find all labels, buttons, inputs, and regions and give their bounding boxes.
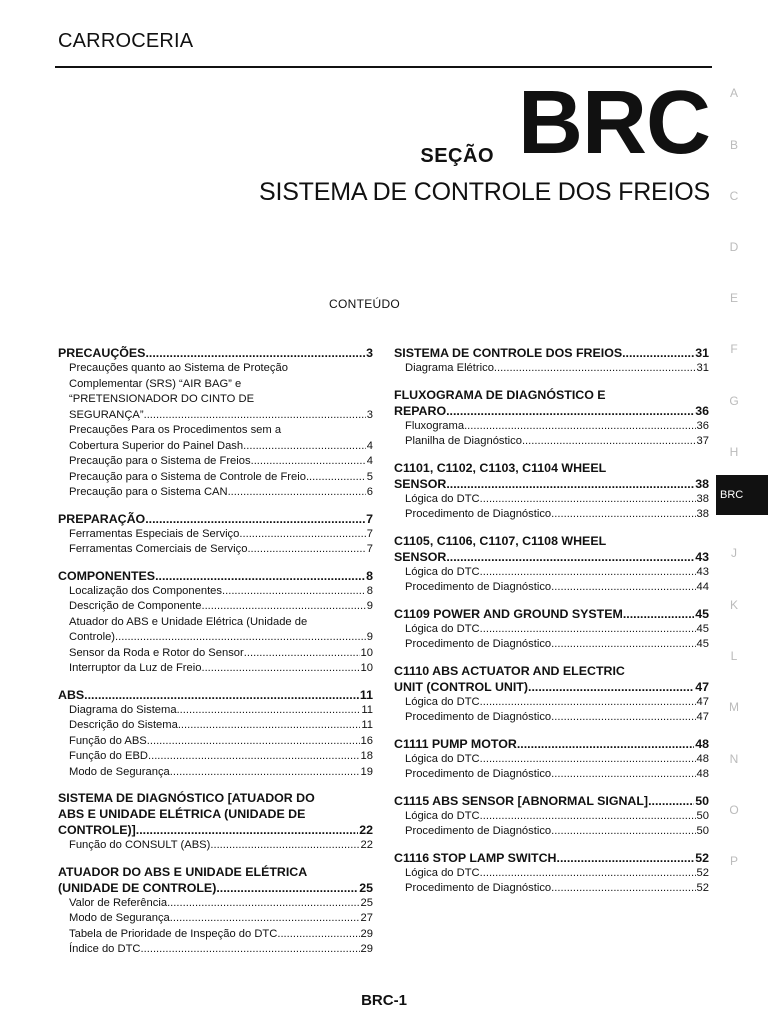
- toc-section-entry[interactable]: [58, 822, 373, 838]
- side-tab-c[interactable]: C: [729, 189, 739, 203]
- toc-section-page: 3: [366, 346, 373, 360]
- toc-item-page: 7: [366, 527, 373, 540]
- toc-item[interactable]: [394, 622, 709, 638]
- toc-item-page: 48: [696, 768, 709, 780]
- side-tab-h[interactable]: H: [729, 445, 739, 459]
- header-category: CARROCERIA: [58, 30, 194, 52]
- toc-item-page: 48: [696, 752, 709, 765]
- toc-section-title-line: ATUADOR DO ABS E UNIDADE ELÉTRICA: [58, 864, 308, 879]
- toc-item-page: 45: [696, 638, 709, 650]
- toc-item-title: Interruptor da Luz de Freio: [69, 662, 202, 674]
- toc-section-title: (UNIDADE DE CONTROLE): [58, 880, 217, 895]
- toc-section-title: PREPARAÇÃO: [58, 511, 146, 526]
- toc-section-page: 43: [695, 549, 709, 564]
- toc-section-title: SENSOR: [394, 476, 447, 491]
- toc-item-title: Diagrama do Sistema: [69, 703, 177, 716]
- toc-leader-dots: [201, 599, 365, 615]
- toc-item-title: Ferramentas Comerciais de Serviço: [69, 543, 248, 555]
- toc-section-entry[interactable]: [58, 345, 373, 361]
- toc-item-page: 8: [366, 584, 373, 597]
- toc-leader-dots: [167, 896, 359, 912]
- toc-leader-dots: [144, 408, 366, 424]
- toc-item-page: 22: [360, 839, 373, 851]
- toc-item[interactable]: [58, 527, 373, 543]
- toc-section-title: UNIT (CONTROL UNIT): [394, 679, 528, 694]
- toc-item-line: Atuador do ABS e Unidade Elétrica (Unidade de: [69, 615, 308, 628]
- toc-item-title: Procedimento de Diagnóstico: [405, 581, 552, 593]
- side-tab-b[interactable]: B: [729, 138, 738, 152]
- toc-item[interactable]: [394, 361, 709, 377]
- toc-item-page: 10: [360, 646, 373, 659]
- side-tab-j[interactable]: J: [731, 546, 737, 560]
- toc-section-entry[interactable]: [394, 549, 709, 565]
- toc-item-page: 31: [696, 362, 709, 374]
- toc-item-page: 10: [360, 662, 373, 674]
- toc-section-entry[interactable]: [58, 511, 373, 527]
- toc-item-title: Tabela de Prioridade de Inspeção do DTC: [69, 927, 278, 940]
- toc-item[interactable]: [394, 809, 709, 825]
- toc-item-title: Lógica do DTC: [405, 695, 480, 708]
- toc-item[interactable]: [58, 661, 373, 677]
- toc-section-title-line: ABS E UNIDADE ELÉTRICA (UNIDADE DE: [58, 807, 306, 821]
- toc-item-page: 11: [361, 703, 373, 716]
- toc-section: [394, 533, 709, 596]
- toc-item[interactable]: [58, 942, 373, 958]
- toc-section: [394, 793, 709, 840]
- toc-leader-dots: [446, 549, 694, 565]
- toc-item[interactable]: [394, 881, 709, 897]
- toc-leader-dots: [216, 880, 358, 896]
- toc-item[interactable]: [394, 866, 709, 882]
- toc-item[interactable]: [58, 630, 373, 646]
- toc-item-page: 44: [696, 581, 709, 593]
- toc-leader-dots: [446, 403, 694, 419]
- toc-leader-dots: [115, 630, 366, 646]
- toc-section-title: PRECAUÇÕES: [58, 346, 146, 360]
- toc-item-title: Ferramentas Especiais de Serviço: [69, 527, 240, 540]
- toc-section-title-line: FLUXOGRAMA DE DIAGNÓSTICO E: [394, 387, 606, 402]
- toc-item-title: Sensor da Roda e Rotor do Sensor: [69, 646, 244, 659]
- toc-item-line: Complementar (SRS) “AIR BAG” e: [69, 377, 242, 390]
- toc-item-title: Lógica do DTC: [405, 565, 480, 578]
- toc-item[interactable]: [58, 703, 373, 719]
- toc-item-title: Procedimento de Diagnóstico: [405, 508, 552, 520]
- toc-item[interactable]: [394, 434, 709, 450]
- toc-section-title-line: C1110 ABS ACTUATOR AND ELECTRIC: [394, 663, 625, 678]
- toc-item[interactable]: [58, 765, 373, 781]
- toc-item[interactable]: [394, 752, 709, 768]
- toc-item-page: 37: [696, 435, 709, 447]
- side-tab-p[interactable]: P: [729, 854, 738, 868]
- toc-section-entry[interactable]: [58, 568, 373, 584]
- toc-section-page: 31: [695, 346, 709, 360]
- toc-section-page: 36: [695, 403, 709, 418]
- toc-item-page: 52: [696, 866, 709, 879]
- side-tab-n[interactable]: N: [729, 752, 739, 766]
- toc-item-title: Controle): [69, 631, 116, 643]
- toc-item-page: 38: [696, 492, 709, 505]
- toc-section-page: 25: [359, 880, 373, 895]
- side-tab-g[interactable]: G: [729, 394, 739, 408]
- toc-section-page: 50: [695, 793, 709, 808]
- toc-leader-dots: [210, 838, 359, 854]
- toc-item-title: Valor de Referência: [69, 896, 168, 909]
- toc-section: [394, 460, 709, 523]
- toc-section-entry[interactable]: [394, 403, 709, 419]
- toc-item-title: Procedimento de Diagnóstico: [405, 882, 552, 894]
- toc-leader-dots: [551, 710, 695, 726]
- toc-section-entry[interactable]: [394, 679, 709, 695]
- toc-leader-dots: [517, 736, 694, 752]
- footer-page-label: BRC-1: [361, 992, 407, 1009]
- toc-item-title: Procedimento de Diagnóstico: [405, 638, 552, 650]
- toc-item-page: 29: [360, 927, 373, 940]
- toc-item-title: SEGURANÇA”: [69, 408, 144, 421]
- toc-section: [58, 345, 373, 501]
- header-rule: [55, 66, 712, 68]
- toc-item[interactable]: [58, 470, 373, 486]
- toc-item[interactable]: [394, 767, 709, 783]
- side-tab-k[interactable]: K: [729, 598, 738, 612]
- toc-section-title: SISTEMA DE CONTROLE DOS FREIOS: [394, 346, 623, 360]
- toc-leader-dots: [480, 809, 696, 825]
- toc-item-title: Precaução para o Sistema CAN: [69, 486, 228, 498]
- toc-leader-dots: [480, 492, 696, 508]
- toc-item-title: Lógica do DTC: [405, 809, 480, 822]
- toc-leader-dots: [222, 584, 366, 600]
- toc-item-title: Lógica do DTC: [405, 492, 480, 505]
- toc-item-line: “PRETENSIONADOR DO CINTO DE: [69, 393, 255, 405]
- toc-item-title: Função do CONSULT (ABS): [69, 839, 211, 851]
- toc-leader-dots: [147, 734, 360, 750]
- toc-leader-dots: [480, 752, 696, 768]
- toc-leader-dots: [177, 703, 361, 719]
- toc-item[interactable]: [58, 646, 373, 662]
- side-tab-brc[interactable]: BRC: [716, 475, 768, 515]
- toc-leader-dots: [551, 507, 695, 523]
- toc-item[interactable]: [58, 911, 373, 927]
- toc-item-page: 36: [696, 419, 709, 432]
- toc-item[interactable]: [394, 637, 709, 653]
- toc-item[interactable]: [58, 927, 373, 943]
- toc-leader-dots: [551, 881, 695, 897]
- toc-section: [58, 511, 373, 558]
- toc-section: [58, 687, 373, 781]
- toc-item-page: 4: [366, 455, 373, 467]
- toc-left-column: [58, 345, 373, 968]
- side-tab-f[interactable]: F: [730, 342, 738, 356]
- toc-item-page: 11: [361, 719, 373, 731]
- toc-item-page: 38: [696, 508, 709, 520]
- toc-item-title: Lógica do DTC: [405, 752, 480, 765]
- toc-item[interactable]: [58, 408, 373, 424]
- contents-label: CONTEÚDO: [329, 297, 401, 311]
- toc-leader-dots: [551, 637, 695, 653]
- toc-item-title: Precaução para o Sistema de Freios: [69, 455, 251, 467]
- toc-section: [394, 387, 709, 450]
- toc-leader-dots: [551, 824, 695, 840]
- toc-leader-dots: [464, 419, 695, 435]
- toc-item[interactable]: [394, 565, 709, 581]
- toc-section-page: 11: [359, 687, 373, 702]
- toc-leader-dots: [145, 511, 365, 527]
- toc-section-entry[interactable]: [394, 606, 709, 622]
- toc-item[interactable]: [58, 749, 373, 765]
- toc-item[interactable]: [394, 492, 709, 508]
- toc-item-page: 9: [366, 600, 373, 612]
- toc-leader-dots: [648, 793, 694, 809]
- toc-item-title: Função do ABS: [69, 734, 147, 747]
- toc-leader-dots: [84, 687, 359, 703]
- toc-item-page: 18: [360, 750, 373, 762]
- toc-leader-dots: [480, 565, 696, 581]
- toc-section-entry[interactable]: [394, 736, 709, 752]
- toc-leader-dots: [623, 606, 694, 622]
- toc-section-page: 38: [695, 476, 709, 491]
- toc-section-page: 52: [695, 850, 709, 865]
- toc-item-title: Função do EBD: [69, 750, 148, 762]
- toc-item[interactable]: [58, 734, 373, 750]
- toc-section-title: C1116 STOP LAMP SWITCH: [394, 850, 557, 865]
- toc-leader-dots: [170, 765, 360, 781]
- toc-section-title-line: SISTEMA DE DIAGNÓSTICO [ATUADOR DO: [58, 791, 315, 805]
- toc-item-title: Cobertura Superior do Painel Dash: [69, 439, 244, 452]
- toc-section-page: 48: [695, 736, 709, 751]
- toc-item-title: Fluxograma: [405, 419, 465, 432]
- toc-section-entry[interactable]: [394, 345, 709, 361]
- toc-item[interactable]: [58, 542, 373, 558]
- toc-leader-dots: [557, 850, 695, 866]
- toc-leader-dots: [201, 661, 359, 677]
- toc-item-title: Procedimento de Diagnóstico: [405, 768, 552, 780]
- toc-item[interactable]: [58, 439, 373, 455]
- toc-item-title: Localização dos Componentes: [69, 584, 222, 597]
- toc-leader-dots: [247, 542, 365, 558]
- toc-item-page: 25: [360, 896, 373, 909]
- toc-leader-dots: [522, 434, 696, 450]
- toc-item-page: 7: [366, 543, 373, 555]
- toc-item-page: 50: [696, 825, 709, 837]
- side-tab-e[interactable]: E: [729, 291, 738, 305]
- toc-item-page: 45: [696, 622, 709, 635]
- toc-item-title: Descrição de Componente: [69, 600, 202, 612]
- toc-leader-dots: [277, 927, 359, 943]
- toc-item-title: Diagrama Elétrico: [405, 362, 494, 374]
- toc-section: [394, 345, 709, 377]
- toc-leader-dots: [551, 767, 695, 783]
- toc-item[interactable]: [394, 824, 709, 840]
- toc-item[interactable]: [58, 599, 373, 615]
- toc-section-title-line: C1101, C1102, C1103, C1104 WHEEL: [394, 460, 607, 475]
- toc-item-title: Índice do DTC: [69, 943, 141, 955]
- toc-leader-dots: [155, 568, 365, 584]
- toc-section-title-line: C1105, C1106, C1107, C1108 WHEEL: [394, 533, 607, 548]
- toc-leader-dots: [494, 361, 696, 377]
- toc-item[interactable]: [58, 896, 373, 912]
- side-tab-m[interactable]: M: [729, 700, 739, 714]
- toc-section-entry[interactable]: [394, 850, 709, 866]
- side-tab-o[interactable]: O: [729, 803, 739, 817]
- toc-item[interactable]: [394, 695, 709, 711]
- toc-leader-dots: [145, 345, 365, 361]
- toc-section-title: C1115 ABS SENSOR [ABNORMAL SIGNAL]: [394, 793, 649, 808]
- toc-section-title: SENSOR: [394, 549, 447, 564]
- toc-leader-dots: [480, 866, 696, 882]
- toc-item-page: 29: [360, 943, 373, 955]
- toc-section-title: C1109 POWER AND GROUND SYSTEM: [394, 606, 623, 621]
- toc-section-page: 45: [695, 606, 709, 621]
- toc-item[interactable]: [58, 454, 373, 470]
- toc-item-title: Planilha de Diagnóstico: [405, 435, 522, 447]
- toc-item-title: Precaução para o Sistema de Controle de Freio: [69, 470, 306, 483]
- toc-section: [394, 850, 709, 897]
- toc-item-page: 16: [360, 734, 373, 747]
- toc-item-title: Modo de Segurança: [69, 912, 170, 924]
- toc-item-title: Lógica do DTC: [405, 622, 480, 635]
- toc-leader-dots: [622, 345, 694, 361]
- toc-leader-dots: [141, 942, 360, 958]
- toc-leader-dots: [178, 718, 361, 734]
- toc-section-title: CONTROLE)]: [58, 823, 136, 837]
- toc-leader-dots: [251, 454, 366, 470]
- toc-section-entry[interactable]: [58, 880, 373, 896]
- toc-item[interactable]: [58, 718, 373, 734]
- toc-leader-dots: [170, 911, 360, 927]
- toc-leader-dots: [239, 527, 365, 543]
- toc-leader-dots: [306, 470, 366, 486]
- toc-section: [394, 663, 709, 726]
- toc-item-page: 4: [366, 439, 373, 452]
- toc-section-title: C1111 PUMP MOTOR: [394, 736, 517, 751]
- toc-section-title: COMPONENTES: [58, 568, 156, 583]
- toc-item-page: 3: [366, 408, 373, 421]
- toc-leader-dots: [136, 822, 358, 838]
- toc-section-page: 47: [695, 679, 709, 694]
- toc-item-title: Lógica do DTC: [405, 866, 480, 879]
- toc-item[interactable]: [394, 710, 709, 726]
- toc-item-page: 6: [366, 486, 373, 498]
- toc-item-page: 47: [696, 711, 709, 723]
- toc-leader-dots: [551, 580, 695, 596]
- toc-item-title: Descrição do Sistema: [69, 719, 178, 731]
- side-tab-a[interactable]: A: [729, 86, 738, 100]
- toc-leader-dots: [243, 439, 366, 455]
- toc-leader-dots: [480, 622, 696, 638]
- toc-section-entry[interactable]: [58, 687, 373, 703]
- toc-item[interactable]: [394, 507, 709, 523]
- toc-item[interactable]: [58, 838, 373, 854]
- toc-item[interactable]: [394, 580, 709, 596]
- toc-item-page: 19: [360, 765, 373, 778]
- section-code: BRC: [518, 73, 710, 173]
- toc-leader-dots: [480, 695, 696, 711]
- toc-item-page: 5: [366, 470, 373, 483]
- toc-item-page: 9: [366, 631, 373, 643]
- side-tab-d[interactable]: D: [729, 240, 739, 254]
- toc-section: [58, 790, 373, 854]
- toc-item-page: 27: [360, 912, 373, 924]
- toc-section-page: 22: [359, 823, 373, 837]
- toc-item-line: Precauções quanto ao Sistema de Proteção: [69, 362, 288, 374]
- section-word: SEÇÃO: [420, 145, 494, 167]
- toc-item[interactable]: [58, 584, 373, 600]
- toc-item[interactable]: [58, 485, 373, 501]
- section-title: SISTEMA DE CONTROLE DOS FREIOS: [258, 178, 710, 206]
- toc-leader-dots: [528, 679, 694, 695]
- toc-section: [58, 568, 373, 677]
- toc-item-page: 43: [696, 565, 709, 578]
- toc-leader-dots: [244, 646, 360, 662]
- toc-section-page: 7: [366, 511, 373, 526]
- toc-section-entry[interactable]: [394, 476, 709, 492]
- toc-item-title: Modo de Segurança: [69, 765, 170, 778]
- toc-section-title: REPARO: [394, 403, 447, 418]
- toc-section-page: 8: [366, 568, 373, 583]
- toc-section: [394, 606, 709, 653]
- toc-item-title: Procedimento de Diagnóstico: [405, 825, 552, 837]
- toc-section: [58, 864, 373, 958]
- toc-item-title: Procedimento de Diagnóstico: [405, 711, 552, 723]
- toc-item-line: Precauções Para os Procedimentos sem a: [69, 424, 282, 436]
- toc-section: [394, 736, 709, 783]
- side-tab-l[interactable]: L: [730, 649, 738, 663]
- toc-section-entry[interactable]: [394, 793, 709, 809]
- toc-item[interactable]: [394, 419, 709, 435]
- toc-item-page: 52: [696, 882, 709, 894]
- toc-item-page: 47: [696, 695, 709, 708]
- toc-section-title: ABS: [58, 687, 85, 702]
- toc-right-column: [394, 345, 709, 907]
- toc-item-page: 50: [696, 809, 709, 822]
- toc-leader-dots: [446, 476, 694, 492]
- toc-leader-dots: [148, 749, 360, 765]
- toc-leader-dots: [228, 485, 366, 501]
